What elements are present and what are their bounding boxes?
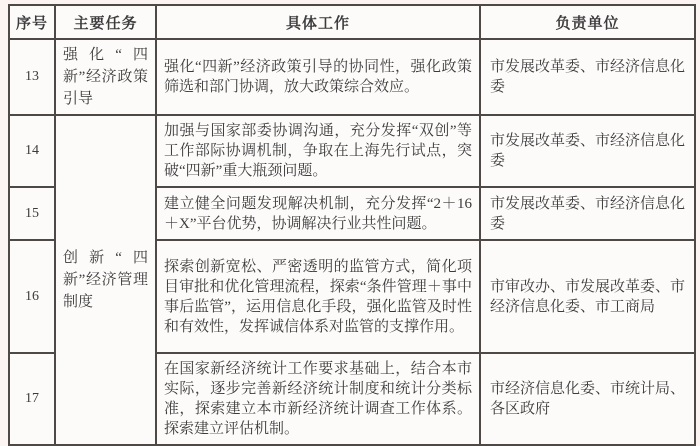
column-header-unit: 负责单位: [480, 5, 695, 39]
task-assignment-table: [8, 4, 696, 446]
unit-cell: 市发展改革委、市经济信息化委: [480, 187, 695, 240]
row-index: 16: [9, 240, 55, 353]
column-header-task: 主要任务: [55, 5, 156, 39]
work-cell: 建立健全问题发现解决机制，充分发挥“2＋16＋X”平台优势，协调解决行业共性问题。: [156, 187, 480, 240]
row-index: 15: [9, 187, 55, 240]
task-group-cell: 创新“四新”经济管理制度: [55, 115, 156, 445]
unit-cell: 市发展改革委、市经济信息化委: [480, 39, 695, 115]
unit-cell: 市审改办、市发展改革委、市经济信息化委、市工商局: [480, 240, 695, 353]
work-cell: 探索创新宽松、严密透明的监管方式，简化项目审批和优化管理流程，探索“条件管理＋事中事后监管”，运用信息化手段，强化监管及时性和有效性，发挥诚信体系对监管的支撑作用。: [156, 240, 480, 353]
unit-cell: 市经济信息化委、市统计局、各区政府: [480, 353, 695, 445]
unit-cell: 市发展改革委、市经济信息化委: [480, 115, 695, 187]
row-index: 13: [9, 39, 55, 115]
work-cell: 加强与国家部委协调沟通，充分发挥“双创”等工作部际协调机制，争取在上海先行试点，突破“四新”重大瓶颈问题。: [156, 115, 480, 187]
table-row: [9, 39, 695, 115]
column-header-work: 具体工作: [156, 5, 480, 39]
document-table-container: [8, 4, 696, 446]
column-header-index: 序号: [9, 5, 55, 39]
task-group-cell: 强化“四新”经济政策引导: [55, 39, 156, 115]
row-index: 14: [9, 115, 55, 187]
table-row: [9, 115, 695, 187]
row-index: 17: [9, 353, 55, 445]
table-header-row: [9, 5, 695, 39]
work-cell: 强化“四新”经济政策引导的协同性，强化政策筛选和部门协调，放大政策综合效应。: [156, 39, 480, 115]
work-cell: 在国家新经济统计工作要求基础上，结合本市实际，逐步完善新经济统计制度和统计分类标准，探索建立本市新经济统计调查工作体系。探索建立评估机制。: [156, 353, 480, 445]
